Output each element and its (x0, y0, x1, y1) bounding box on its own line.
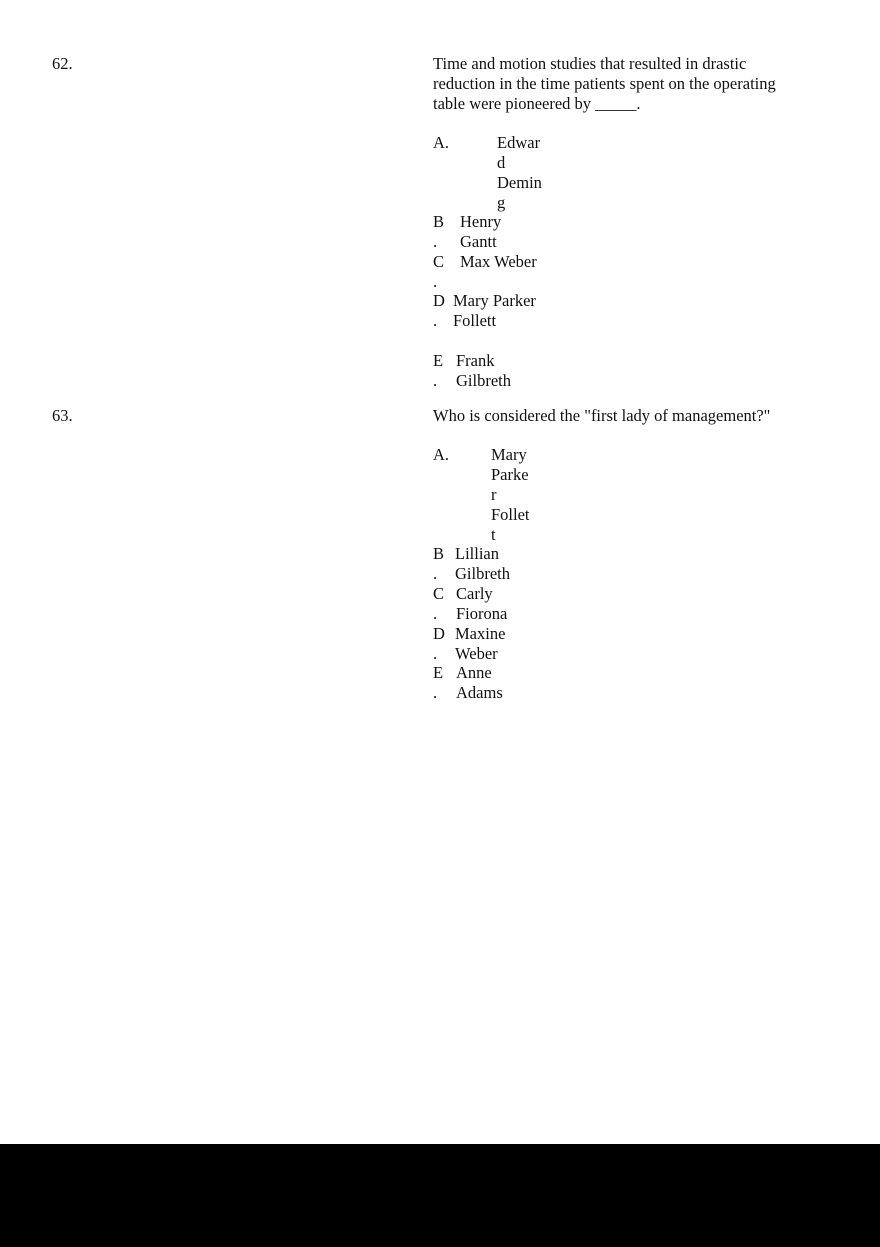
option-letter: D (433, 291, 445, 310)
option-text-line: Maxine (455, 624, 506, 643)
question-text-line: Who is considered the "first lady of management?" (433, 406, 771, 425)
option-text-line: r (491, 485, 497, 504)
option-letter: E (433, 663, 444, 682)
option-letter: C (433, 584, 445, 603)
question-text-line: Time and motion studies that resulted in drastic (433, 54, 747, 73)
option-text-line: Parke (491, 465, 529, 484)
option-text-line: Follet (491, 505, 530, 524)
option-text-line: Weber (455, 644, 498, 663)
option-text-line: Mary (491, 445, 527, 464)
question-number: 63. (52, 406, 73, 425)
option-text-line: Edwar (497, 133, 541, 152)
option-text-line: Gilbreth (456, 371, 511, 390)
option-text-line: Frank (456, 351, 495, 370)
option-letter-dot: . (433, 371, 438, 390)
option-text-line: Mary Parker (453, 291, 536, 310)
option-letter: A. (433, 133, 450, 152)
option-text-line: g (497, 193, 506, 212)
option-letter: D (433, 624, 445, 643)
option-text-line: t (491, 525, 496, 544)
option-letter: A. (433, 445, 450, 464)
option-text-line: Follett (453, 311, 497, 330)
option-text-line: Lillian (455, 544, 499, 563)
option-letter-dot: . (433, 564, 438, 583)
option-text-line: Demin (497, 173, 542, 192)
question-text-line: reduction in the time patients spent on the operating (433, 74, 776, 93)
option-letter: B (433, 212, 445, 231)
option-letter-dot: . (433, 272, 438, 291)
option-letter-dot: . (433, 604, 438, 623)
option-text-line: Fiorona (456, 604, 508, 623)
option-text-line: Gantt (460, 232, 497, 251)
question-number: 62. (52, 54, 73, 73)
option-text-line: Anne (456, 663, 492, 682)
page-bottom-black-bar (0, 1144, 880, 1247)
option-text-line: Adams (456, 683, 503, 702)
option-text-line: Max Weber (460, 252, 537, 271)
option-letter-dot: . (433, 683, 438, 702)
question-text-line: table were pioneered by _____. (433, 94, 641, 113)
option-text-line: Gilbreth (455, 564, 510, 583)
option-letter-dot: . (433, 232, 438, 251)
option-text-line: Henry (460, 212, 502, 231)
option-text-line: Carly (456, 584, 493, 603)
option-letter-dot: . (433, 311, 438, 330)
option-letter-dot: . (433, 644, 438, 663)
option-text-line: d (497, 153, 506, 172)
option-letter: B (433, 544, 445, 563)
option-letter: E (433, 351, 444, 370)
option-letter: C (433, 252, 445, 271)
